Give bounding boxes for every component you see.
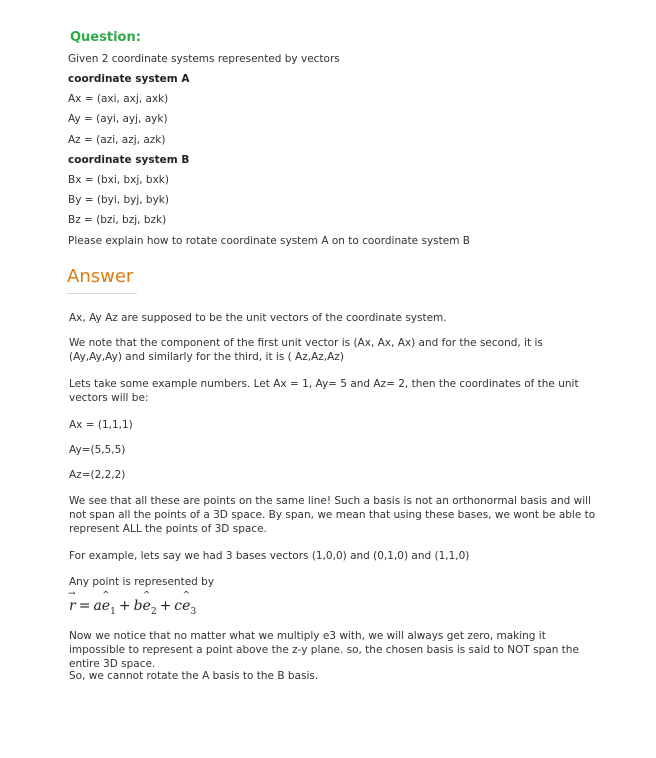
formula-plus-1: + [118,598,131,614]
answer-paragraph-10: Now we notice that no matter what we multiply e3 with, we will always get zero, making it impossible to represent a point above the z-y plane. so, the chosen basis is said to NOT span the entire 3D space. [69,630,579,670]
answer-conclusion: So, we cannot rotate the A basis to the B basis. [69,670,319,682]
formula-r: → r [69,598,76,614]
formula-e2: ^ e [143,598,151,614]
answer-heading: Answer [67,266,134,287]
formula-e1: ^ e [102,598,110,614]
answer-example-ay: Ay=(5,5,5) [69,444,126,456]
vector-bx: Bx = (bxi, bxj, bxk) [68,174,169,186]
vector-formula [69,598,196,617]
system-b-label: coordinate system B [68,154,190,166]
formula-sub-3: 3 [190,606,197,617]
vector-ax: Ax = (axi, axj, axk) [68,93,169,105]
question-heading: Question: [70,30,141,45]
formula-sub-2: 2 [150,606,157,617]
formula-coef-b: b [133,598,143,614]
answer-paragraph-8: For example, lets say we had 3 bases vectors (1,0,0) and (0,1,0) and (1,1,0) [69,550,470,562]
answer-paragraph-7: We see that all these are points on the same line! Such a basis is not an orthonormal basis and will not span all the points of a 3D space. By span, we mean that using these bases, we wont be able to represent ALL the points of 3D space. [69,495,596,535]
answer-example-ax: Ax = (1,1,1) [69,419,133,431]
vector-bz: Bz = (bzi, bzj, bzk) [68,214,167,226]
question-intro: Given 2 coordinate systems represented by vectors [68,53,340,65]
system-a-label: coordinate system A [68,73,190,85]
formula-coef-c: c [174,598,183,614]
formula-coef-a: a [93,598,102,614]
answer-paragraph-1: Ax, Ay Az are supposed to be the unit vectors of the coordinate system. [69,312,447,324]
answer-paragraph-3: Lets take some example numbers. Let Ax = 1, Ay= 5 and Az= 2, then the coordinates of the unit vectors will be: [69,378,579,404]
question-prompt: Please explain how to rotate coordinate system A on to coordinate system B [68,235,470,247]
answer-paragraph-2: We note that the component of the first unit vector is (Ax, Ax, Ax) and for the second, it is (Ay,Ay,Ay) and similarly for the third, it is ( Az,Az,Az) [69,337,543,363]
formula-plus-2: + [159,598,172,614]
answer-divider [67,293,137,294]
answer-paragraph-9: Any point is represented by [69,576,215,588]
vector-by: By = (byi, byj, byk) [68,194,169,206]
answer-example-az: Az=(2,2,2) [69,469,126,481]
formula-e3: ^ e [182,598,190,614]
vector-az: Az = (azi, azj, azk) [68,134,166,146]
vector-ay: Ay = (ayi, ayj, ayk) [68,113,168,125]
formula-sub-1: 1 [110,606,116,617]
formula-equals: = [78,598,91,614]
